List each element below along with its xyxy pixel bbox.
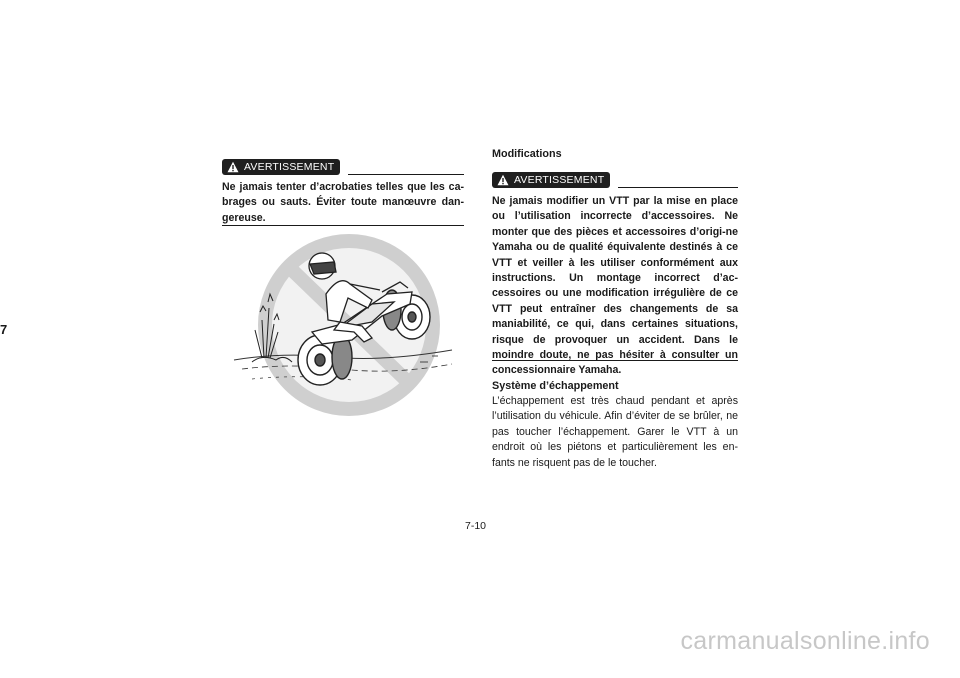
- right-warning-header: [492, 172, 738, 188]
- left-warning-end-rule: [222, 225, 464, 226]
- warning-badge: [222, 159, 340, 175]
- left-warning-text: Ne jamais tenter d’acrobaties telles que les ca-brages ou sauts. Éviter toute manœuvre dan-gereuse.: [222, 181, 464, 224]
- warning-header-line: [618, 187, 738, 188]
- warning-badge-label: AVERTISSEMENT: [514, 174, 605, 186]
- watermark: carmanualsonline.info: [680, 627, 930, 655]
- modifications-heading: Modifications: [492, 148, 562, 160]
- exhaust-heading: Système d’échappement: [492, 380, 619, 392]
- warning-header-line: [348, 174, 464, 175]
- page-number: 7-10: [465, 520, 487, 532]
- left-warning-header: [222, 159, 464, 175]
- exhaust-text: L’échappement est très chaud pendant et après l’utilisation du véhicule. Afin d’éviter de se brûler, ne pas toucher l’échappement. Garer le VTT à un endroit où les piétons et particulièrement les en-fants ne risquent pas de le toucher.: [492, 395, 738, 469]
- right-warning-end-rule: [492, 360, 738, 361]
- right-warning-text: Ne jamais modifier un VTT par la mise en place ou l’utilisation incorrecte d’accessoires. Ne monter que des pièces et accessoires d’origi-ne Yamaha ou de qualité équivalente destinés à ce VTT et veiller à les utiliser conformément aux instructions. Un montage incorrect d’ac-cessoires ou une modification irrégulière de ce VTT peut entraîner des changements de sa maniabilité, ce qui, dans certaines situations, risque de provoquer un accident. Dans le moindre doute, ne pas hésiter à consulter un concessionnaire Yamaha.: [492, 195, 738, 377]
- warning-triangle-icon: [227, 161, 239, 173]
- no-stunts-atv-illustration: [222, 232, 464, 418]
- chapter-tab: 7: [0, 322, 14, 338]
- warning-triangle-icon: [497, 174, 509, 186]
- warning-badge-label: AVERTISSEMENT: [244, 161, 335, 173]
- warning-badge: [492, 172, 610, 188]
